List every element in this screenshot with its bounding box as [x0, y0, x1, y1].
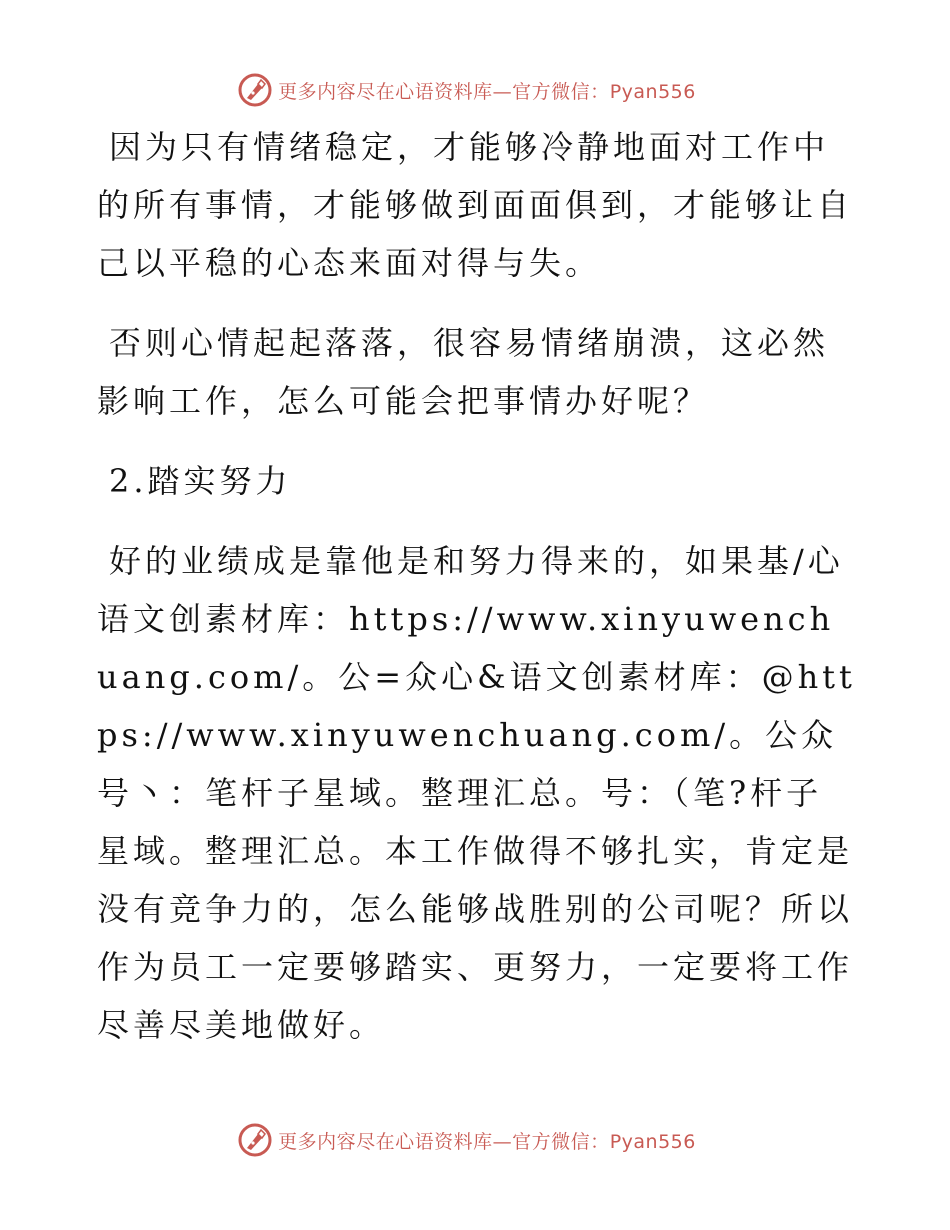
paragraph-2: 否则心情起起落落，很容易情绪崩溃，这必然影响工作，怎么可能会把事情办好呢？ [97, 324, 830, 420]
banner-separator: — [492, 80, 513, 103]
footer-banner [0, 1120, 950, 1160]
banner-brand-text: 更多内容尽在心语资料库 [278, 80, 493, 103]
footer-banner-text [278, 1127, 696, 1154]
header-banner-content [238, 73, 696, 107]
banner-separator: — [492, 1130, 513, 1153]
header-banner [0, 70, 950, 110]
paragraph-1: 因为只有情绪稳定，才能够冷静地面对工作中的所有事情，才能够做到面面俱到，才能够让自己以平稳的心态来面对得与失。 [97, 128, 854, 282]
banner-wechat-id: Pyan556 [609, 1130, 696, 1153]
pen-nib-logo-icon [238, 73, 272, 107]
section-heading: 2.踏实努力 [109, 462, 292, 500]
banner-wechat-label: 官方微信： [512, 80, 610, 103]
header-banner-text [278, 77, 696, 104]
paragraph-3: 好的业绩成是靠他是和努力得来的，如果基/心语文创素材库：https://www.xinyuwenchuang.com/。公=众心&语文创素材库：@https://www.xinyuwenchuang.com/。公众号丶：笔杆子星域。整理汇总。号：（笔?杆子星域。整理汇总。本工作做得不够扎实，肯定是没有竞争力的，怎么能够战胜别的公司呢？所以作为员工一定要够踏实、更努力，一定要将工作尽善尽美地做好。 [97, 542, 856, 1044]
pen-nib-logo-icon [238, 1123, 272, 1157]
footer-banner-content [238, 1123, 696, 1157]
banner-wechat-id: Pyan556 [609, 80, 696, 103]
document-body [97, 118, 857, 1076]
banner-wechat-label: 官方微信： [512, 1130, 610, 1153]
banner-brand-text: 更多内容尽在心语资料库 [278, 1130, 493, 1153]
